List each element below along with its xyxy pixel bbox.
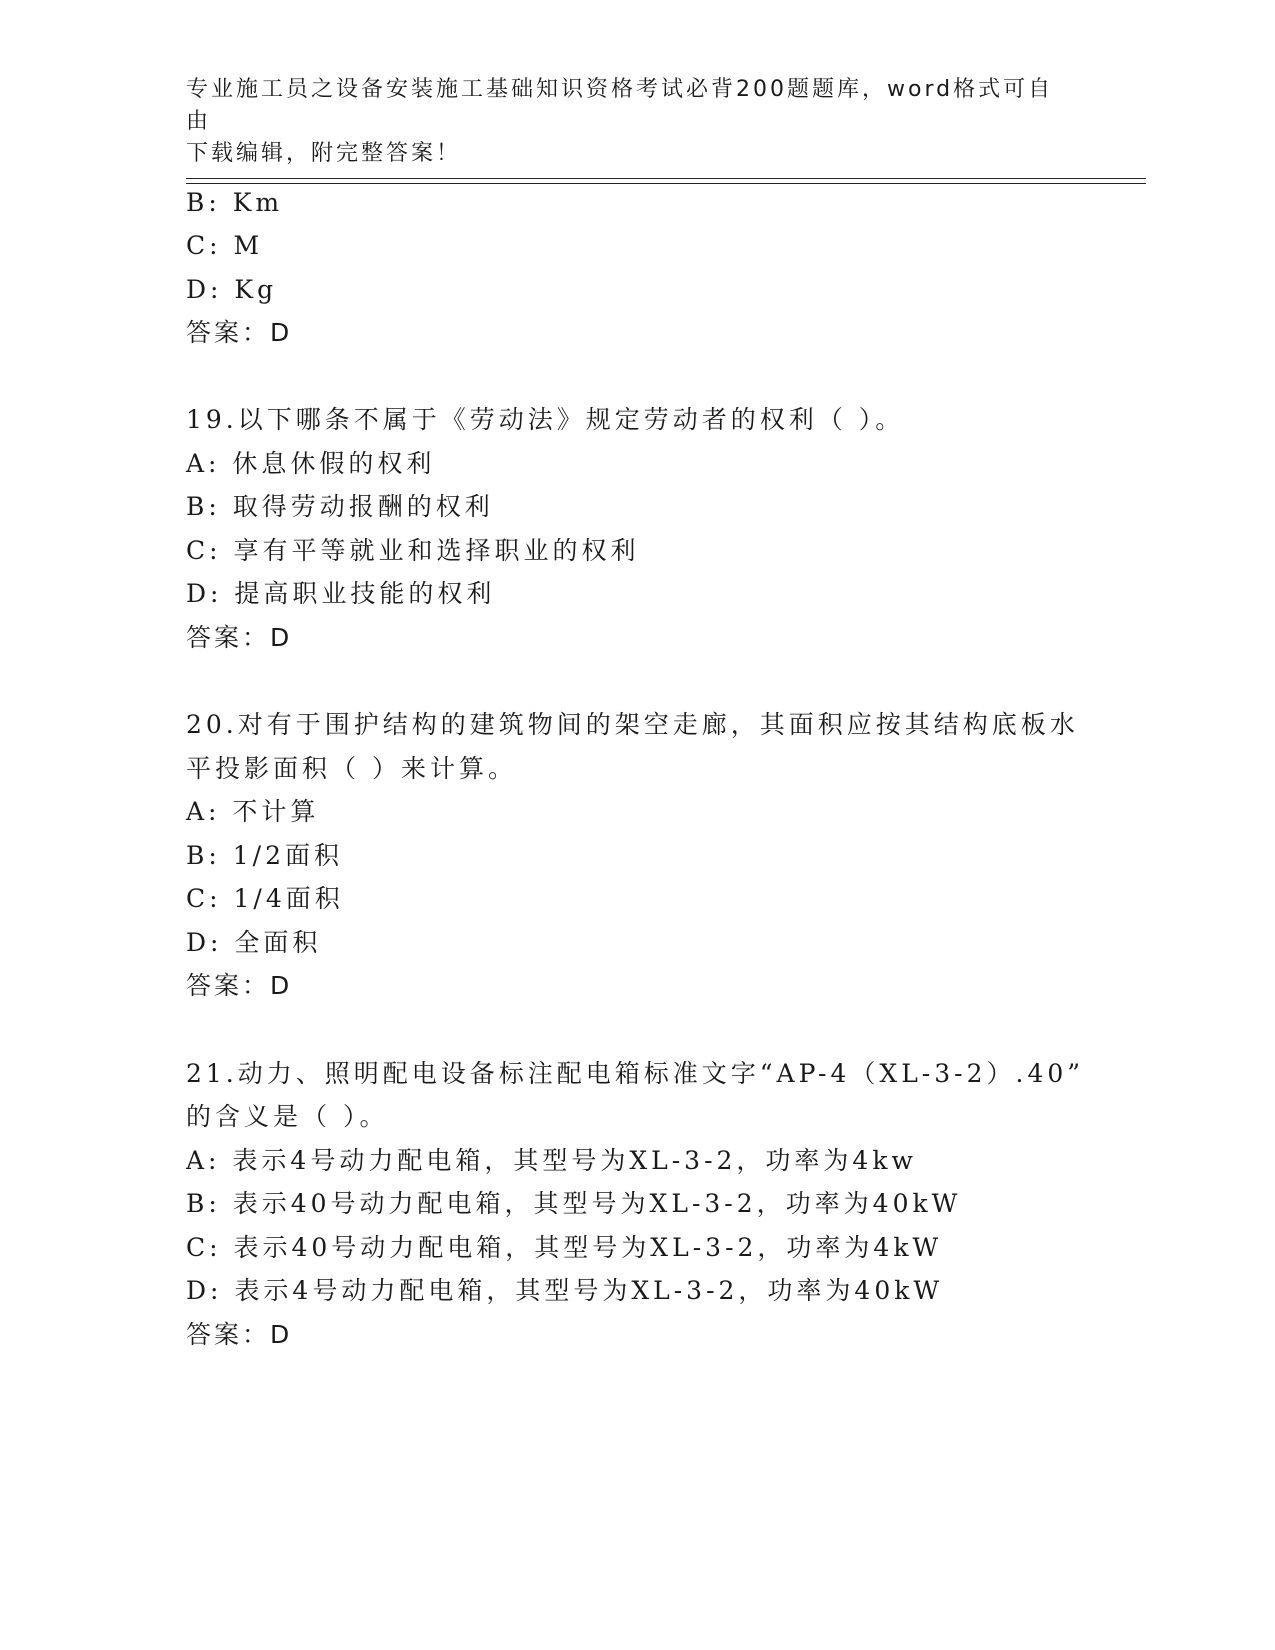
q20-option-b: B: 1/2面积 bbox=[186, 841, 343, 870]
header-divider-top bbox=[186, 178, 1146, 179]
q21-question-line-2: 的含义是（ ）。 bbox=[186, 1102, 389, 1131]
q19-option-b: B: 取得劳动报酬的权利 bbox=[186, 492, 494, 521]
q21-option-a: A: 表示4号动力配电箱，其型号为XL-3-2，功率为4kw bbox=[186, 1146, 917, 1175]
q20-option-c: C: 1/4面积 bbox=[186, 884, 344, 913]
q21-question-line-1: 21.动力、照明配电设备标注配电箱标准文字“AP-4（XL-3-2）.40” bbox=[186, 1059, 1085, 1088]
q20-option-a: A: 不计算 bbox=[186, 797, 320, 826]
q18-option-b: B: Km bbox=[186, 188, 284, 217]
header-title-line-1: 专业施工员之设备安装施工基础知识资格考试必背200题题库，word格式可自由 bbox=[186, 77, 1054, 134]
q18-option-d: D: Kg bbox=[186, 275, 278, 304]
q19-option-c: C: 享有平等就业和选择职业的权利 bbox=[186, 536, 640, 565]
q19-answer: 答案：D bbox=[186, 623, 293, 652]
q21-option-b: B: 表示40号动力配电箱，其型号为XL-3-2，功率为40kW bbox=[186, 1189, 962, 1218]
header-title-line-2: 下载编辑，附完整答案！ bbox=[186, 141, 462, 166]
q19-option-d: D: 提高职业技能的权利 bbox=[186, 579, 496, 608]
document-header bbox=[186, 74, 1066, 170]
q18-option-c: C: M bbox=[186, 231, 264, 260]
q21-answer: 答案：D bbox=[186, 1320, 293, 1349]
q20-question-line-2: 平投影面积（ ）来计算。 bbox=[186, 754, 517, 783]
q19-question: 19.以下哪条不属于《劳动法》规定劳动者的权利（ ）。 bbox=[186, 405, 905, 434]
q20-option-d: D: 全面积 bbox=[186, 928, 322, 957]
header-divider-bottom bbox=[186, 183, 1146, 184]
q20-question-line-1: 20.对有于围护结构的建筑物间的架空走廊，其面积应按其结构底板水 bbox=[186, 710, 1079, 739]
q21-option-c: C: 表示40号动力配电箱，其型号为XL-3-2，功率为4kW bbox=[186, 1233, 943, 1262]
q18-answer: 答案：D bbox=[186, 318, 293, 347]
q20-answer: 答案：D bbox=[186, 971, 293, 1000]
q19-option-a: A: 休息休假的权利 bbox=[186, 449, 436, 478]
q21-option-d: D: 表示4号动力配电箱，其型号为XL-3-2，功率为40kW bbox=[186, 1276, 944, 1305]
